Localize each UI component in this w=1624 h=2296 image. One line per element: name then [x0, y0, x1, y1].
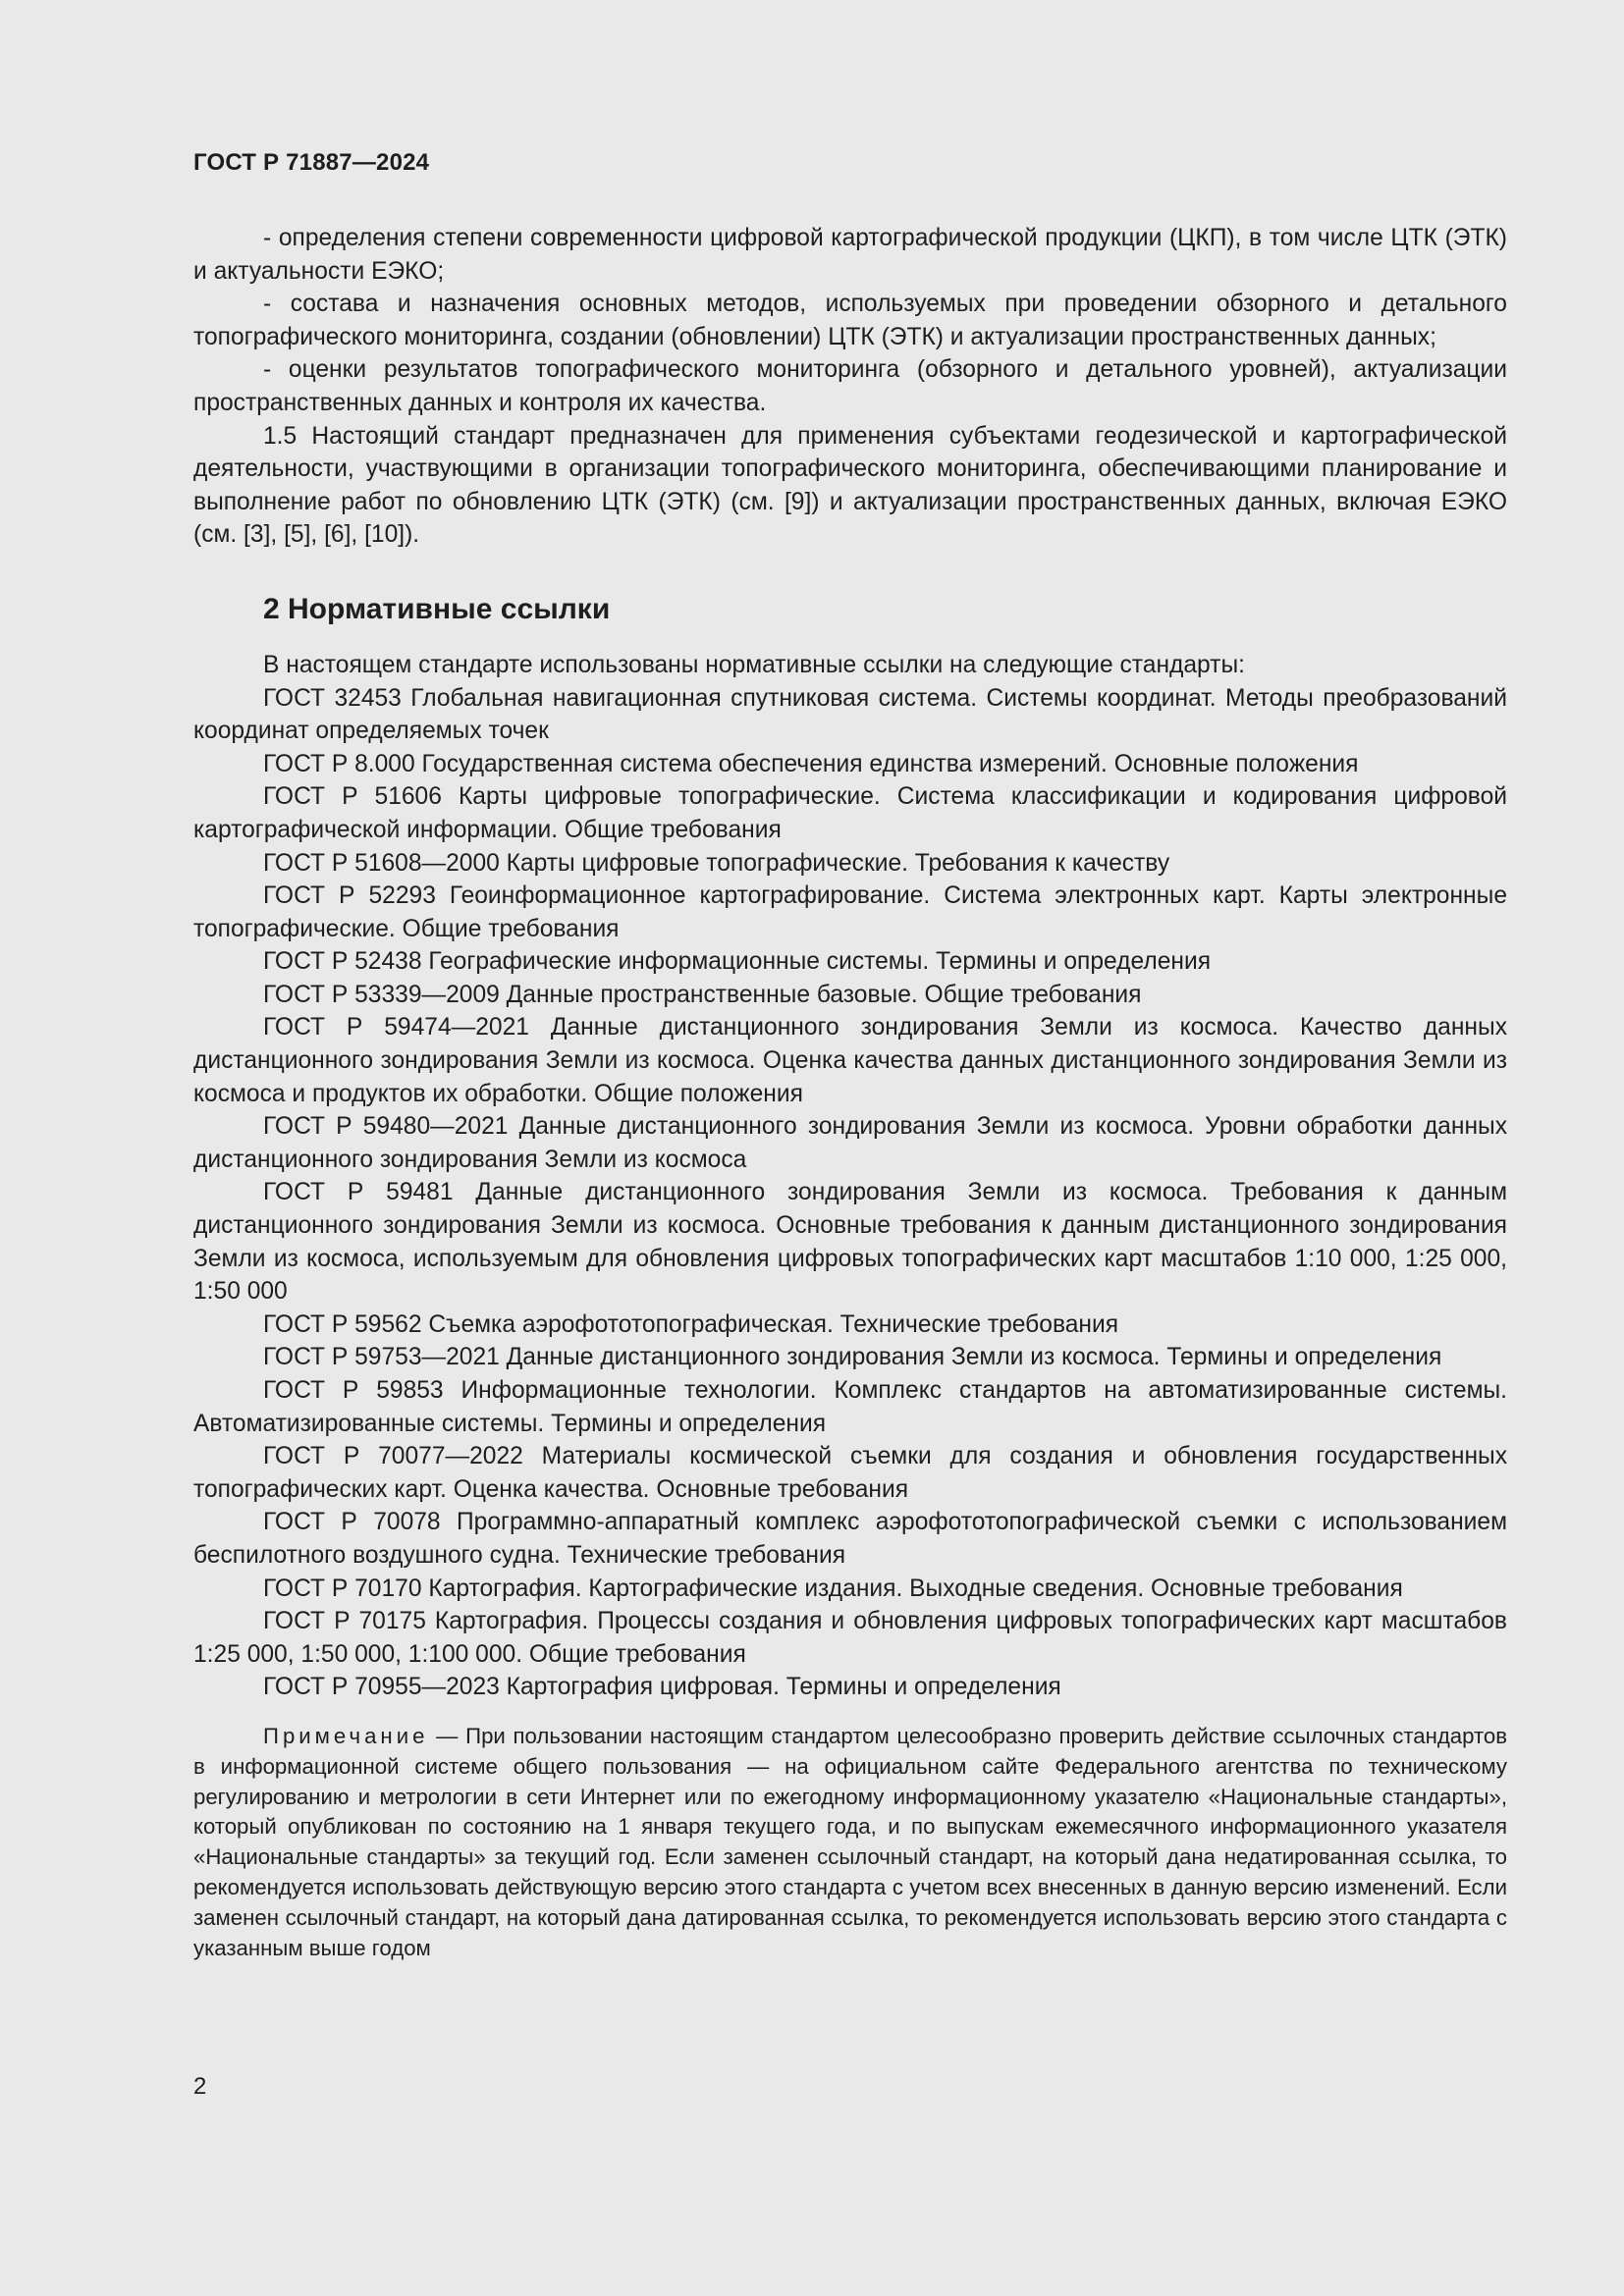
- reference-item: ГОСТ Р 59481 Данные дистанционного зондирования Земли из космоса. Требования к данным дистанционного зондирования Земли из космоса. Основные требования к данным дистанционного зондирования Земли из космоса, используемым для обновления цифровых топографических карт масштабов 1:10 000, 1:25 000, 1:50 000: [193, 1179, 1507, 1306]
- reference-list: [193, 682, 1507, 1704]
- reference-item: ГОСТ Р 59753—2021 Данные дистанционного зондирования Земли из космоса. Термины и определения: [263, 1344, 1442, 1371]
- reference-item: ГОСТ Р 53339—2009 Данные пространственные базовые. Общие требования: [263, 981, 1142, 1008]
- note-text: — При пользовании настоящим стандартом целесообразно проверить действие ссылочных стандартов в информационной системе общего пользования — на официальном сайте Федерального агентства по техническому регулированию и метрологии в сети Интернет или по ежегодному информационному указателю «Национальные стандарты», который опубликован по состоянию на 1 января текущего года, и по выпускам ежемесячного информационного указателя «Национальные стандарты» за текущий год. Если заменен ссылочный стандарт, на который дана недатированная ссылка, то рекомендуется использовать действующую версию этого стандарта с учетом всех внесенных в данную версию изменений. Если заменен ссылочный стандарт, на который дана датированная ссылка, то рекомендуется использовать версию этого стандарта с указанным выше годом: [193, 1723, 1507, 1960]
- reference-item: ГОСТ Р 52438 Географические информационные системы. Термины и определения: [263, 948, 1212, 976]
- reference-item: ГОСТ Р 51608—2000 Карты цифровые топографические. Требования к качеству: [263, 849, 1170, 877]
- reference-item: ГОСТ Р 8.000 Государственная система обеспечения единства измерений. Основные положения: [263, 750, 1359, 777]
- reference-item: ГОСТ Р 59474—2021 Данные дистанционного зондирования Земли из космоса. Качество данных дистанционного зондирования Земли из космоса. Оценка качества данных дистанционного зондирования Земли из космоса и продуктов их обработки. Общие положения: [193, 1014, 1507, 1107]
- paragraph: - определения степени современности цифровой картографической продукции (ЦКП), в том числе ЦТК (ЭТК) и актуальности ЕЭКО;: [193, 225, 1507, 285]
- reference-item: ГОСТ Р 70077—2022 Материалы космической съемки для создания и обновления государственных топографических карт. Оценка качества. Основные требования: [193, 1443, 1507, 1503]
- note-paragraph: [193, 1722, 1507, 1963]
- note-label: Примечание: [263, 1723, 429, 1748]
- reference-item: ГОСТ Р 59562 Съемка аэрофототопографическая. Технические требования: [263, 1310, 1119, 1338]
- reference-item: ГОСТ Р 70955—2023 Картография цифровая. Термины и определения: [263, 1674, 1061, 1701]
- reference-item: ГОСТ Р 52293 Геоинформационное картографирование. Система электронных карт. Карты электронные топографические. Общие требования: [193, 882, 1507, 942]
- reference-item: ГОСТ Р 70170 Картография. Картографические издания. Выходные сведения. Основные требования: [263, 1575, 1403, 1602]
- reference-item: ГОСТ Р 59853 Информационные технологии. Комплекс стандартов на автоматизированные системы. Автоматизированные системы. Термины и определения: [193, 1377, 1507, 1437]
- paragraph: - оценки результатов топографического мониторинга (обзорного и детального уровней), актуализации пространственных данных и контроля их качества.: [193, 356, 1507, 416]
- paragraph: 1.5 Настоящий стандарт предназначен для применения субъектами геодезической и картографической деятельности, участвующими в организации топографического мониторинга, обеспечивающими планирование и выполнение работ по обновлению ЦТК (ЭТК) (см. [9]) и актуализации пространственных данных, включая ЕЭКО (см. [3], [5], [6], [10]).: [193, 422, 1507, 549]
- reference-item: ГОСТ Р 70078 Программно-аппаратный комплекс аэрофототопографической съемки с использованием беспилотного воздушного судна. Технические требования: [193, 1509, 1507, 1569]
- section-lead: В настоящем стандарте использованы нормативные ссылки на следующие стандарты:: [263, 651, 1245, 678]
- reference-item: ГОСТ 32453 Глобальная навигационная спутниковая система. Системы координат. Методы преобразований координат определяемых точек: [193, 684, 1507, 745]
- reference-item: ГОСТ Р 70175 Картография. Процессы создания и обновления цифровых топографических карт масштабов 1:25 000, 1:50 000, 1:100 000. Общие требования: [193, 1608, 1507, 1668]
- paragraph: - состава и назначения основных методов, используемых при проведении обзорного и детального топографического мониторинга, создании (обновлении) ЦТК (ЭТК) и актуализации пространственных данных;: [193, 291, 1507, 350]
- page-number: 2: [193, 2073, 207, 2100]
- reference-item: ГОСТ Р 59480—2021 Данные дистанционного зондирования Земли из космоса. Уровни обработки данных дистанционного зондирования Земли из космоса: [193, 1113, 1507, 1173]
- reference-item: ГОСТ Р 51606 Карты цифровые топографические. Система классификации и кодирования цифровой картографической информации. Общие требования: [193, 783, 1507, 843]
- section-heading: 2 Нормативные ссылки: [263, 592, 611, 625]
- document-header: ГОСТ Р 71887—2024: [193, 149, 430, 176]
- page-content: [193, 222, 1507, 1963]
